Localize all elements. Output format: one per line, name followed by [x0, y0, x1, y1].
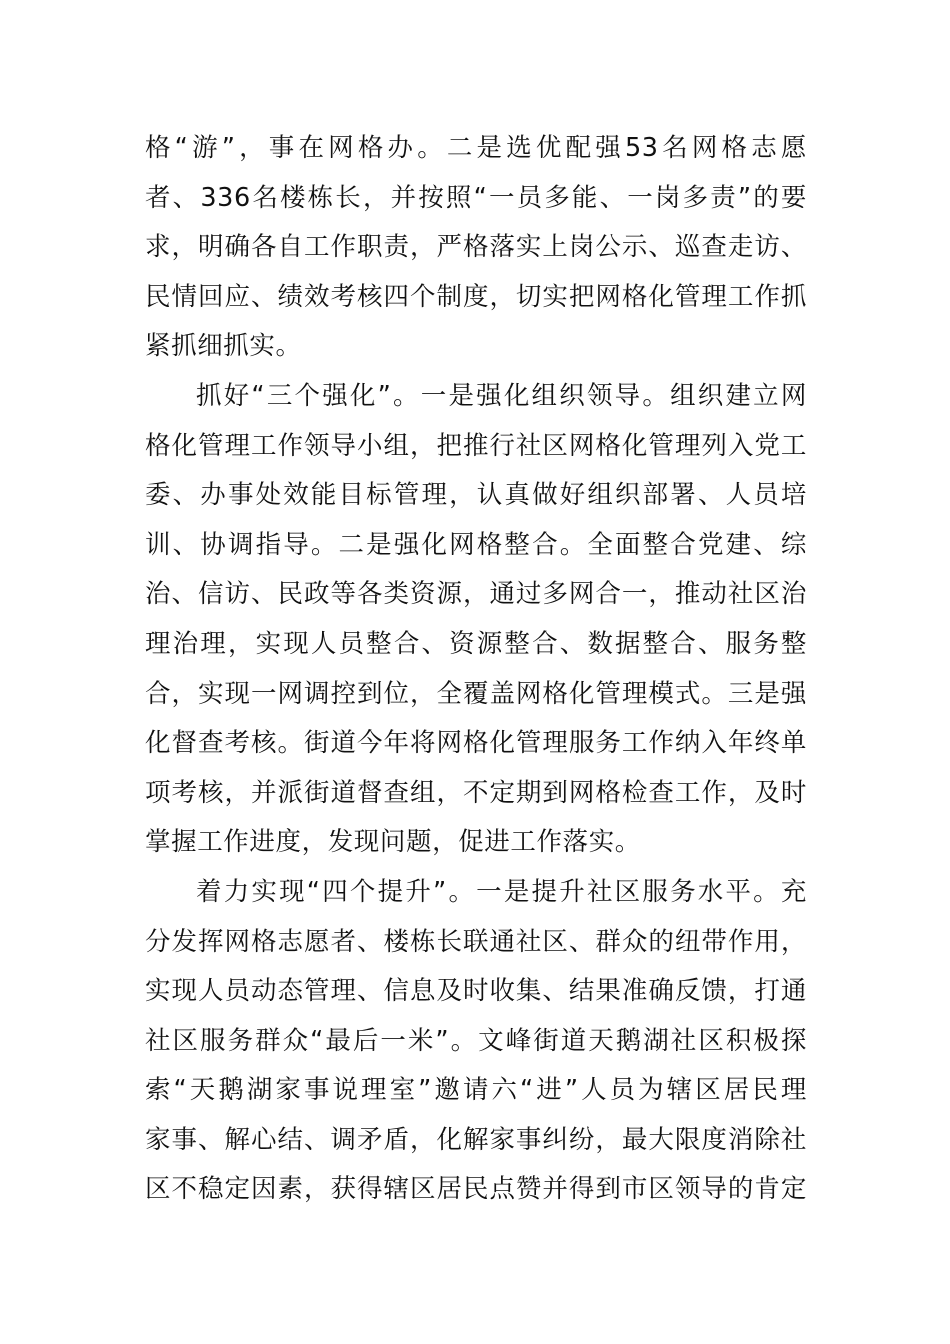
- text-line: 合，实现一网调控到位，全覆盖网格化管理模式。三是强: [145, 678, 807, 709]
- text-line: 社区服务群众“最后一米”。文峰街道天鹅湖社区积极探: [145, 1025, 807, 1056]
- text-line: 格化管理工作领导小组，把推行社区网格化管理列入党工: [145, 430, 807, 461]
- text-line: 民情回应、绩效考核四个制度，切实把网格化管理工作抓: [145, 281, 807, 312]
- text-line: 格“游”，事在网格办。二是选优配强53名网格志愿: [145, 133, 807, 163]
- text-line: 化督查考核。街道今年将网格化管理服务工作纳入年终单: [145, 728, 807, 759]
- text-line: 项考核，并派街道督查组，不定期到网格检查工作，及时: [145, 777, 807, 808]
- text-line: 家事、解心结、调矛盾，化解家事纠纷，最大限度消除社: [145, 1124, 807, 1155]
- text-line: 区不稳定因素，获得辖区居民点赞并得到市区领导的肯定: [145, 1174, 807, 1205]
- text-line: 掌握工作进度，发现问题，促进工作落实。: [145, 827, 641, 858]
- paragraph-first-line: 抓好“三个强化”。一是强化组织领导。组织建立网: [196, 380, 807, 411]
- text-line: 紧抓细抓实。: [145, 331, 302, 362]
- text-line: 分发挥网格志愿者、楼栋长联通社区、群众的纽带作用，: [145, 926, 807, 957]
- text-line: 治、信访、民政等各类资源，通过多网合一，推动社区治: [145, 579, 807, 610]
- text-line: 委、办事处效能目标管理，认真做好组织部署、人员培: [145, 480, 807, 511]
- paragraph-first-line: 着力实现“四个提升”。一是提升社区服务水平。充: [196, 876, 807, 907]
- text-line: 索“天鹅湖家事说理室”邀请六“进”人员为辖区居民理: [145, 1075, 807, 1106]
- text-line: 者、336名楼栋长，并按照“一员多能、一岗多责”的要: [145, 182, 807, 213]
- text-line: 实现人员动态管理、信息及时收集、结果准确反馈，打通: [145, 976, 807, 1007]
- text-line: 求，明确各自工作职责，严格落实上岗公示、巡查走访、: [145, 232, 807, 263]
- body-text: [145, 124, 807, 1215]
- text-line: 训、协调指导。二是强化网格整合。全面整合党建、综: [145, 529, 807, 560]
- text-line: 理治理，实现人员整合、资源整合、数据整合、服务整: [145, 628, 807, 659]
